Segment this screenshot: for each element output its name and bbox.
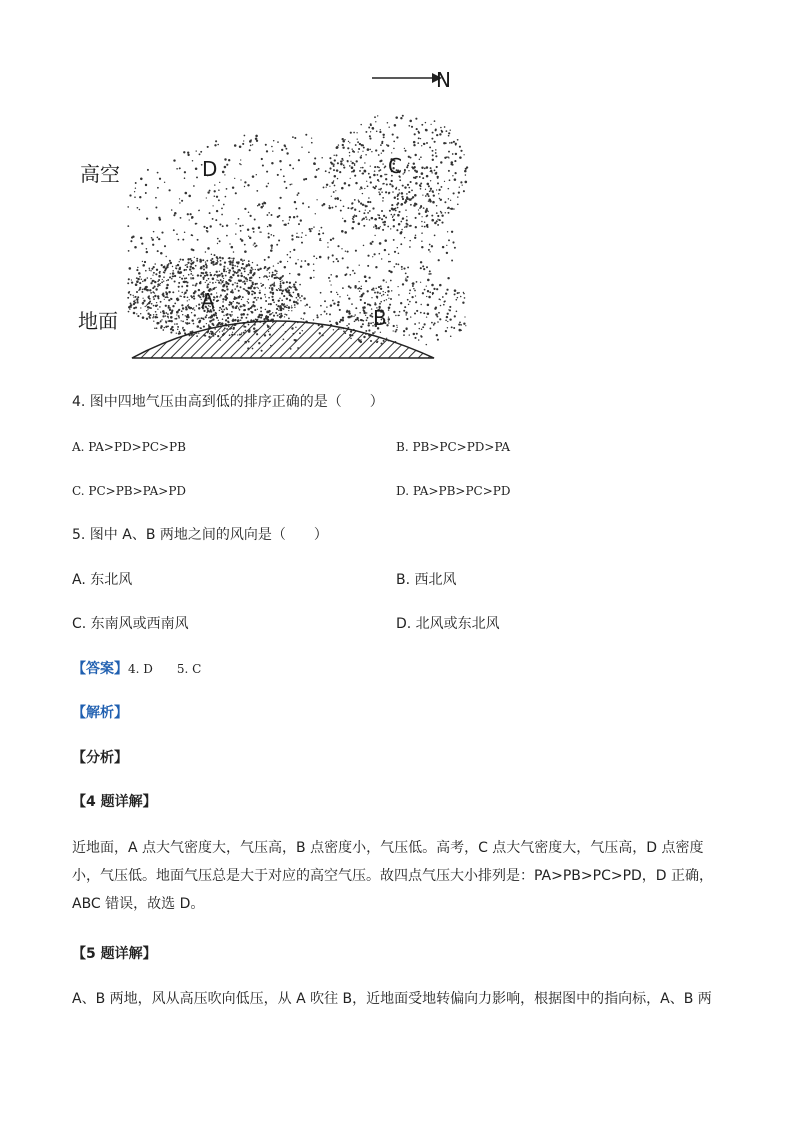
- stipple-diagram: [70, 62, 490, 372]
- q5-option-c: C. 东南风或西南风: [72, 616, 189, 632]
- q4-option-c: C. PC>PB>PA>PD: [72, 484, 187, 498]
- q5-option-a: A. 东北风: [72, 572, 133, 588]
- detail-5-tag: 【5 题详解】: [72, 946, 157, 962]
- q4-option-d: D. PA>PB>PC>PD: [396, 484, 511, 498]
- air-pressure-figure: [70, 62, 490, 372]
- point-a-label: A: [201, 289, 215, 313]
- point-b-label: B: [373, 306, 387, 330]
- point-c-label: C: [388, 154, 402, 178]
- question-5-stem: 5. 图中 A、B 两地之间的风向是（ ）: [72, 527, 328, 543]
- upper-air-label: 高空: [80, 162, 120, 186]
- ground-label: 地面: [78, 309, 118, 333]
- q4-option-b: B. PB>PC>PD>PA: [396, 440, 511, 454]
- detail-4-text: 近地面，A 点大气密度大，气压高，B 点密度小，气压低。高考，C 点大气密度大，气压高，D 点密度小，气压低。地面气压总是大于对应的高空气压。故四点气压大小排列是：PA>PB>PC>PD，D 正确，ABC 错误，故选 D。: [72, 840, 714, 912]
- q5-option-d: D. 北风或东北风: [396, 616, 500, 632]
- detail-4-tag: 【4 题详解】: [72, 794, 157, 810]
- analysis-tag: 【解析】: [72, 705, 128, 721]
- detail-5-text: A、B 两地，风从高压吹向低压，从 A 吹往 B，近地面受地转偏向力影响，根据图中的指向标，A、B 两: [72, 991, 712, 1007]
- north-label: N: [436, 68, 451, 92]
- answer-line: [72, 659, 201, 679]
- answer-tag: 【答案】: [72, 661, 128, 677]
- q4-option-a: A. PA>PD>PC>PB: [72, 440, 186, 454]
- q5-option-b: B. 西北风: [396, 572, 457, 588]
- air-density-dots: [127, 115, 468, 352]
- point-d-label: D: [202, 157, 218, 181]
- fenxi-tag: 【分析】: [72, 750, 128, 766]
- answer-text: 4. D 5. C: [128, 662, 202, 676]
- question-4-stem: 4. 图中四地气压由高到低的排序正确的是（ ）: [72, 394, 384, 410]
